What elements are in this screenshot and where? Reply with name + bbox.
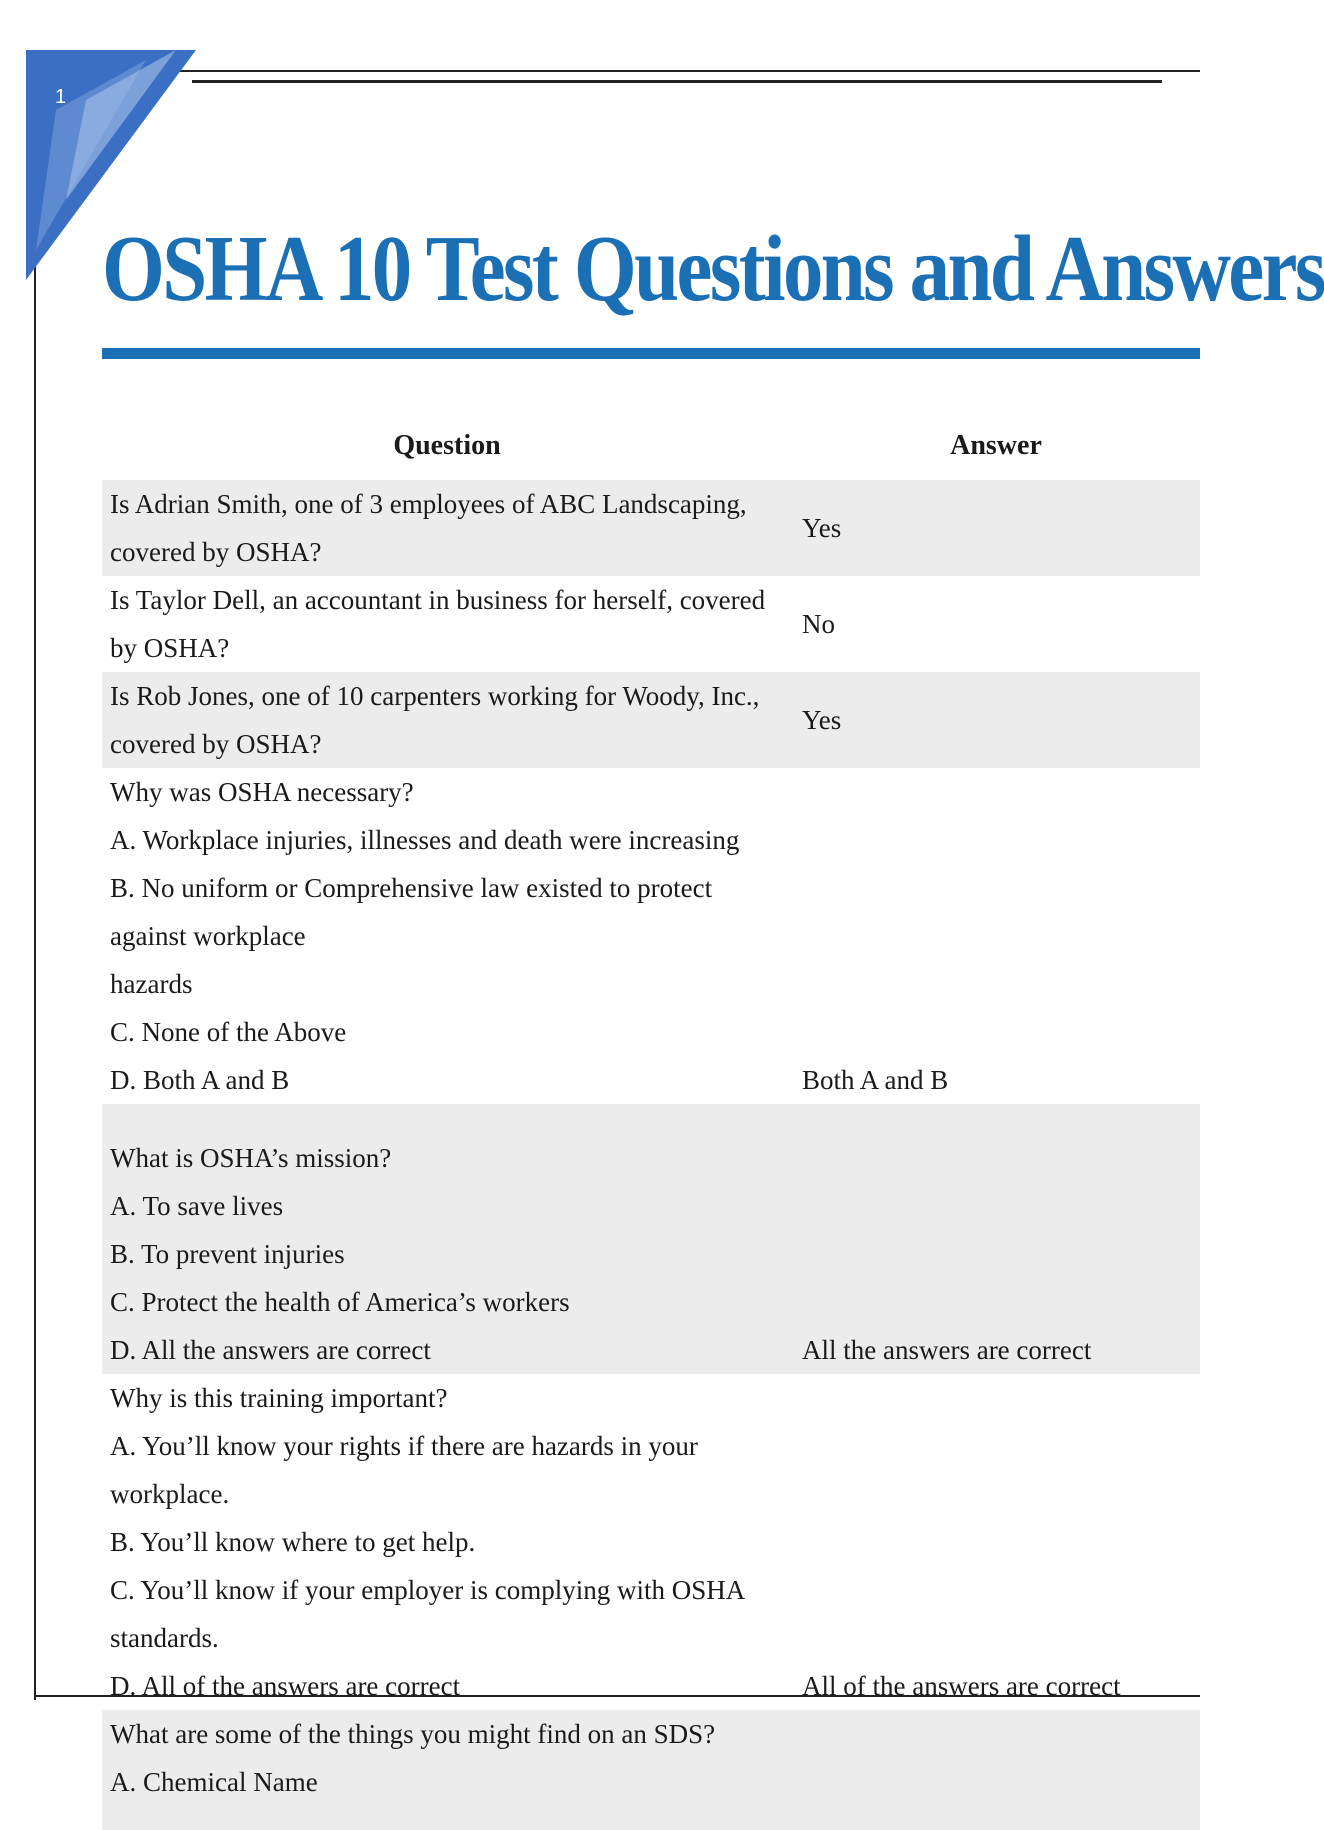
question-cell	[102, 1374, 792, 1710]
question-line: A. You’ll know your rights if there are hazards in your workplace.	[110, 1431, 698, 1509]
question-line: B. No uniform or Comprehensive law existed to protect against workplace	[110, 873, 713, 951]
question-line: What is OSHA’s mission?	[110, 1143, 392, 1173]
table-row	[102, 1374, 1200, 1710]
table-row	[102, 576, 1200, 672]
table-row	[102, 480, 1200, 576]
question-line: Why was OSHA necessary?	[110, 777, 414, 807]
answer-cell: All the answers are correct	[792, 1104, 1200, 1374]
question-line: C. Protect the health of America’s workers	[110, 1287, 570, 1317]
question-line: B. To prevent injuries	[110, 1239, 345, 1269]
question-line: Why is this training important?	[110, 1383, 448, 1413]
question-cell	[102, 1710, 792, 1830]
question-cell	[102, 672, 792, 768]
page-number: 1	[55, 86, 67, 108]
question-line: What are some of the things you might find on an SDS?	[110, 1719, 716, 1749]
title-underline	[102, 348, 1200, 359]
question-line: D. All of the answers are correct	[110, 1671, 461, 1701]
question-cell	[102, 1104, 792, 1374]
question-line: C. You’ll know if your employer is complying with OSHA standards.	[110, 1575, 744, 1653]
table-header-row	[102, 412, 1200, 480]
question-column-header: Question	[393, 430, 501, 461]
question-line: A. Workplace injuries, illnesses and death were increasing	[110, 825, 740, 855]
question-line: Is Rob Jones, one of 10 carpenters working for Woody, Inc., covered by OSHA?	[110, 681, 760, 759]
answer-cell	[792, 1710, 1200, 1830]
table-row	[102, 672, 1200, 768]
question-cell	[102, 576, 792, 672]
answer-cell: Yes	[792, 480, 1200, 576]
question-line: hazards	[110, 969, 193, 999]
question-cell	[102, 480, 792, 576]
question-line: D. Both A and B	[110, 1065, 290, 1095]
table-row	[102, 1104, 1200, 1374]
qa-table	[102, 412, 1200, 1830]
table-row	[102, 768, 1200, 1104]
question-line: B. You’ll know where to get help.	[110, 1527, 476, 1557]
question-line: C. None of the Above	[110, 1017, 347, 1047]
answer-cell: No	[802, 609, 835, 639]
table-row	[102, 1710, 1200, 1830]
qa-table-body	[102, 480, 1200, 1830]
question-line: D. All the answers are correct	[110, 1335, 431, 1365]
answer-cell: Both A and B	[802, 1065, 949, 1095]
document-title: OSHA 10 Test Questions and Answers	[102, 217, 1324, 321]
question-line: A. To save lives	[110, 1191, 284, 1221]
answer-column-header: Answer	[950, 430, 1042, 461]
answer-cell: All of the answers are correct	[802, 1671, 1121, 1701]
question-line: Is Adrian Smith, one of 3 employees of ABC Landscaping, covered by OSHA?	[110, 489, 747, 567]
question-line: Is Taylor Dell, an accountant in business for herself, covered by OSHA?	[110, 585, 766, 663]
answer-cell: Yes	[792, 672, 1200, 768]
question-line: A. Chemical Name	[110, 1767, 318, 1797]
top-rule	[192, 80, 1162, 83]
question-cell	[102, 768, 792, 1104]
